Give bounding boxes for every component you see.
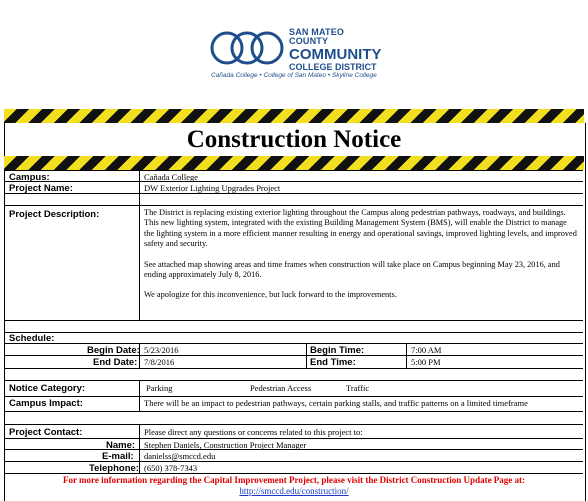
contact-name-label: Name: — [106, 440, 136, 451]
project-name-value: DW Exterior Lighting Upgrades Project — [144, 183, 281, 193]
category-traffic: Traffic — [346, 383, 370, 393]
column-divider — [406, 343, 407, 368]
project-name-label: Project Name: — [9, 183, 73, 194]
end-date-label: End Date: — [93, 357, 138, 368]
more-info-footer — [5, 475, 583, 497]
end-time-value: 5:00 PM — [411, 357, 441, 367]
description-paragraph: See attached map showing areas and time frames when construction will take place on Campus beginning May 23, 2016, and ending approximately July 8, 2016. — [144, 259, 560, 280]
column-divider — [139, 380, 140, 411]
end-date-value: 7/8/2016 — [144, 357, 175, 367]
end-time-label: End Time: — [310, 357, 356, 368]
begin-date-label: Begin Date: — [87, 345, 140, 356]
construction-update-link[interactable]: http://smccd.edu/construction/ — [239, 486, 349, 496]
campus-value: Cañada College — [144, 172, 199, 182]
description-paragraph: We apologize for this inconvenience, but luck forward to the improvements. — [144, 290, 397, 300]
contact-phone-value: (650) 378-7343 — [144, 463, 198, 473]
contact-phone-label: Telephone: — [89, 463, 139, 474]
campus-impact-value: There will be an impact to pedestrian pathways, certain parking stalls, and traffic patterns on a limited timeframe — [144, 398, 528, 408]
row-divider — [5, 343, 583, 344]
row-divider — [5, 181, 583, 182]
row-divider — [5, 205, 583, 206]
category-parking: Parking — [146, 383, 173, 393]
row-divider — [5, 438, 583, 439]
logo-wordmark — [289, 28, 385, 72]
row-divider — [5, 396, 583, 397]
project-contact-label: Project Contact: — [9, 427, 83, 438]
begin-time-label: Begin Time: — [310, 345, 365, 356]
category-pedestrian-access: Pedestrian Access — [250, 383, 312, 393]
row-divider — [5, 411, 583, 412]
row-divider — [5, 170, 583, 171]
logo-line-1: SAN MATEO COUNTY — [289, 27, 345, 46]
row-divider — [5, 332, 583, 333]
column-divider — [306, 343, 307, 368]
column-divider — [139, 170, 140, 320]
row-divider — [5, 461, 583, 462]
notice-title: Construction Notice — [186, 126, 402, 153]
schedule-label: Schedule: — [9, 333, 55, 344]
more-info-text: For more information regarding the Capital Improvement Project, please visit the District Construction Update Page at: — [62, 475, 526, 485]
interlocking-rings-icon — [209, 30, 285, 66]
project-description — [144, 208, 578, 311]
campus-label: Campus: — [9, 172, 50, 183]
logo-line-2: COMMUNITY — [289, 46, 382, 63]
column-divider — [139, 424, 140, 473]
logo-colleges: Cañada College • College of San Mateo • Skyline College — [211, 72, 377, 79]
project-description-label: Project Description: — [9, 209, 100, 220]
row-divider — [5, 193, 583, 194]
notice-category-label: Notice Category: — [9, 383, 86, 394]
contact-email-label: E-mail: — [102, 451, 134, 462]
description-paragraph: The District is replacing existing exterior lighting throughout the Campus along pedestrian pathways, roadways, and buildings. This new lighting system, integrated with the existing Building Management System (BMS), will enable the District to manage the lighting system in a more efficient manner resulting in energy and operational savings, improved lighting levels, and improved safety and security. — [144, 208, 577, 249]
campus-impact-label: Campus Impact: — [9, 398, 83, 409]
contact-intro: Please direct any questions or concerns related to this project to: — [144, 427, 363, 437]
caution-stripe-top — [4, 109, 584, 123]
caution-stripe-bottom — [4, 156, 584, 170]
district-logo — [205, 22, 385, 84]
row-divider — [5, 380, 583, 381]
row-divider — [5, 424, 583, 425]
contact-name-value: Stephen Daniels, Construction Project Manager — [144, 440, 307, 450]
logo-line-3: COLLEGE DISTRICT — [289, 62, 377, 72]
row-divider — [5, 320, 583, 321]
contact-email-value[interactable]: danielss@smccd.edu — [144, 451, 216, 461]
row-divider — [5, 368, 583, 369]
begin-time-value: 7:00 AM — [411, 345, 442, 355]
begin-date-value: 5/23/2016 — [144, 345, 179, 355]
